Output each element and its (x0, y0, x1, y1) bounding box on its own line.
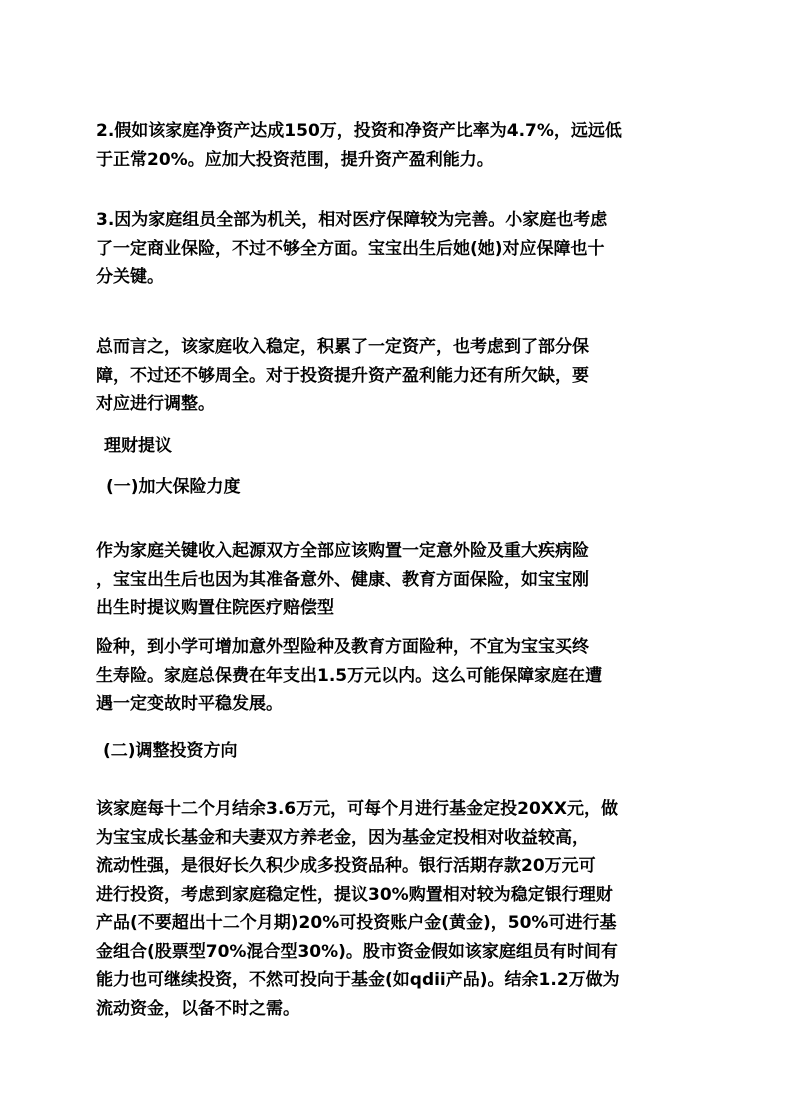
text-line: 能力也可继续投资，不然可投向于基金(如qdii产品)。结余1.2万做为 (96, 970, 620, 990)
paragraph-investment (96, 795, 706, 1023)
text-line: 金组合(股票型70%混合型30%)。股市资金假如该家庭组员有时间有 (96, 941, 618, 962)
paragraph-point-2 (96, 117, 706, 174)
text-line: 了一定商业保险，不过不够全方面。宝宝出生后她(她)对应保障也十 (96, 238, 605, 259)
text-line: 生寿险。家庭总保费在年支出1.5万元以内。这么可能保障家庭在遭 (96, 665, 603, 686)
text-line: 该家庭每十二个月结余3.6万元，可每个月进行基金定投20XX元，做 (96, 799, 618, 819)
text-line: 总而言之，该家庭收入稳定，积累了一定资产，也考虑到了部分保 (96, 337, 589, 357)
text-line: 产品(不要超出十二个月期)20%可投资账户金(黄金)，50%可进行基 (96, 913, 617, 933)
paragraph-insurance-a (96, 537, 706, 623)
text-line: 险种，到小学可增加意外型险种及教育方面险种，不宜为宝宝买终 (96, 637, 589, 657)
text-line: 分关键。 (96, 267, 164, 287)
text-line: 进行投资，考虑到家庭稳定性，提议30%购置相对较为稳定银行理财 (96, 884, 613, 905)
text-line: ，宝宝出生后也因为其准备意外、健康、教育方面保险，如宝宝刚 (96, 569, 589, 590)
paragraph-summary (96, 333, 706, 419)
paragraph-point-3 (96, 206, 706, 292)
text-line: 流动性强，是很好长久积少成多投资品种。银行活期存款20万元可 (96, 856, 596, 876)
text-line: 为宝宝成长基金和夫妻双方养老金，因为基金定投相对收益较高， (96, 827, 589, 848)
paragraph-insurance-b (96, 633, 706, 719)
subsection-title-insurance: (一)加大保险力度 (106, 477, 241, 497)
text-line: 出生时提议购置住院医疗赔偿型 (96, 598, 334, 618)
text-line: 作为家庭关键收入起源双方全部应该购置一定意外险及重大疾病险 (96, 541, 589, 561)
text-line: 于正常20%。应加大投资范围，提升资产盈利能力。 (96, 149, 494, 170)
text-line: 遇一定变故时平稳发展。 (96, 694, 283, 714)
text-line: 2.假如该家庭净资产达成150万，投资和净资产比率为4.7%，远远低 (96, 121, 622, 141)
text-line: 障，不过还不够周全。对于投资提升资产盈利能力还有所欠缺，要 (96, 365, 589, 386)
text-line: 流动资金，以备不时之需。 (96, 998, 300, 1019)
subsection-title-investment: (二)调整投资方向 (103, 741, 238, 761)
text-line: 3.因为家庭组员全部为机关，相对医疗保障较为完善。小家庭也考虑 (96, 210, 608, 230)
text-line: 对应进行调整。 (96, 394, 215, 414)
section-title: 理财提议 (104, 436, 172, 456)
